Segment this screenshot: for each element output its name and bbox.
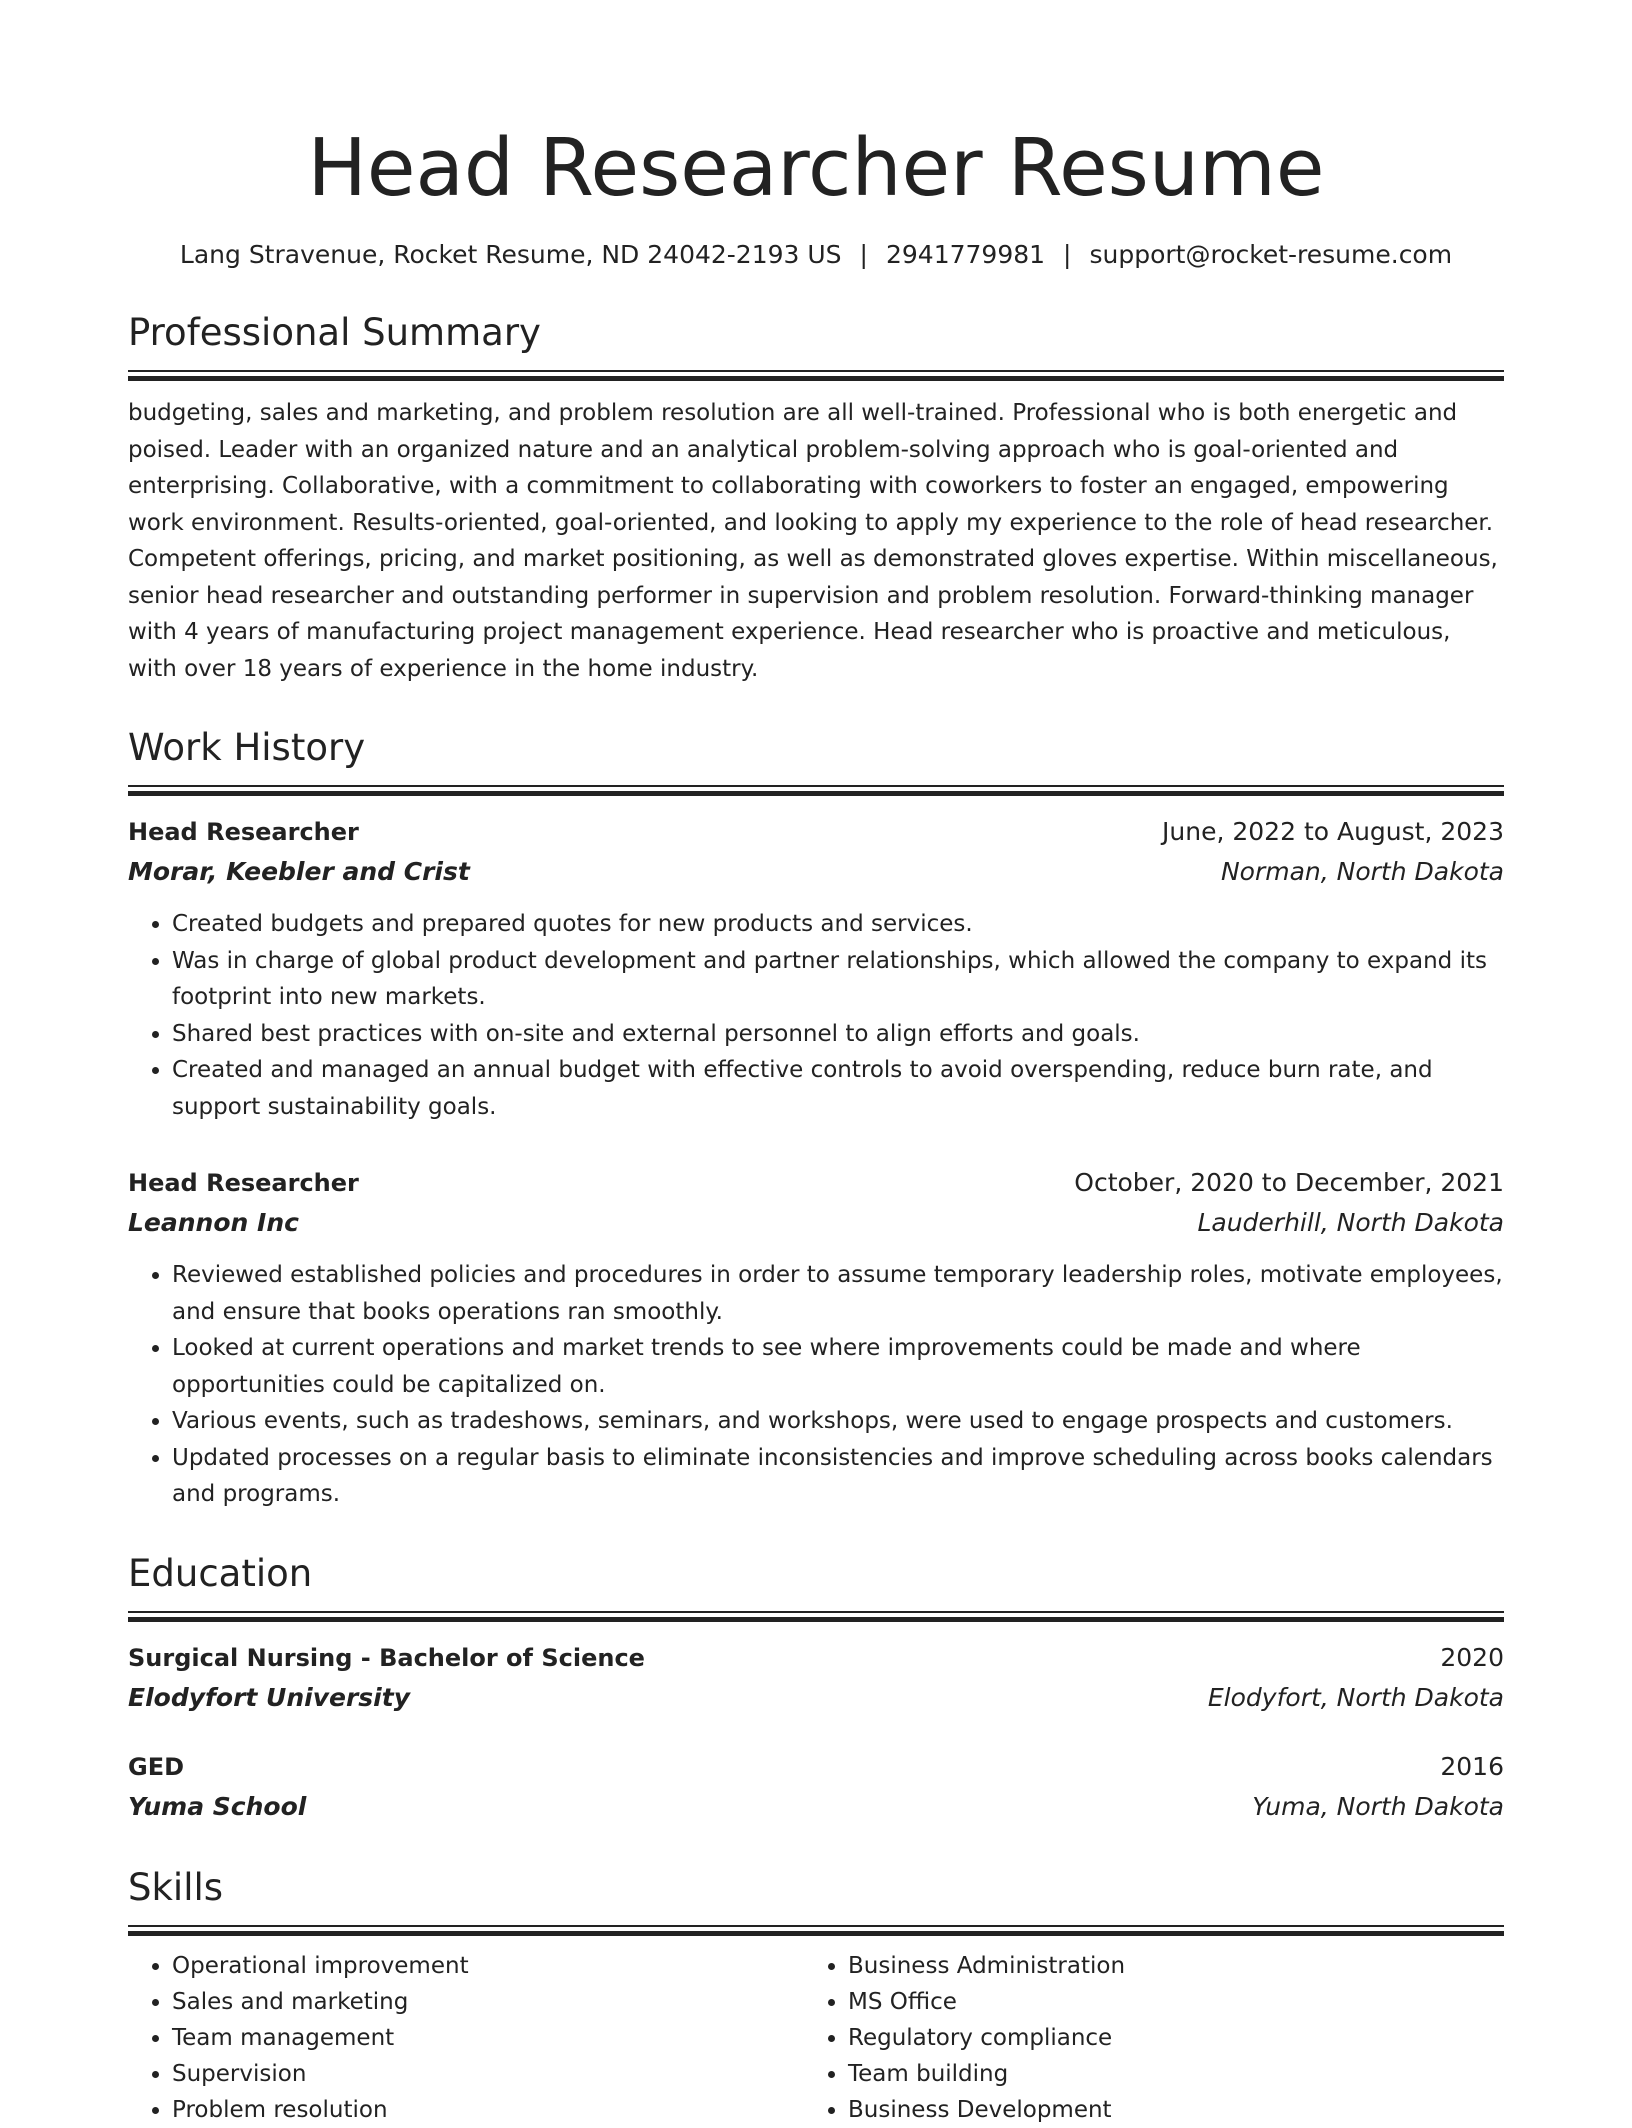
section-divider bbox=[128, 370, 1504, 381]
section-divider bbox=[128, 1611, 1504, 1622]
education-location: Yuma, North Dakota bbox=[1252, 1791, 1504, 1821]
contact-phone: 2941779981 bbox=[885, 240, 1046, 269]
education-year: 2020 bbox=[1440, 1642, 1504, 1672]
education-school: Elodyfort University bbox=[128, 1682, 410, 1712]
skill-item: • Team building bbox=[848, 2056, 1488, 2092]
skill-item: • Business Administration bbox=[848, 1948, 1488, 1984]
skills-column-right bbox=[804, 1948, 1488, 2128]
list-item: • Updated processes on a regular basis to eliminate inconsistencies and improve scheduling across books calendars and programs. bbox=[172, 1440, 1504, 1513]
work-section-header bbox=[128, 723, 1504, 796]
skills-section-header bbox=[128, 1863, 1504, 1936]
list-item: • Was in charge of global product development and partner relationships, which allowed the company to expand its footprint into new markets. bbox=[172, 943, 1504, 1016]
list-item: • Looked at current operations and market trends to see where improvements could be made and where opportunities could be capitalized on. bbox=[172, 1330, 1504, 1403]
section-divider bbox=[128, 1925, 1504, 1936]
education-entry bbox=[128, 1747, 1504, 1827]
job-title: Head Researcher bbox=[128, 818, 359, 846]
skill-item: • Operational improvement bbox=[172, 1948, 804, 1984]
education-entry bbox=[128, 1638, 1504, 1718]
job-location: Norman, North Dakota bbox=[1220, 857, 1504, 886]
work-heading: Work History bbox=[128, 726, 366, 769]
list-item: • Created budgets and prepared quotes for new products and services. bbox=[172, 906, 1504, 943]
education-degree: Surgical Nursing - Bachelor of Science bbox=[128, 1643, 645, 1672]
summary-section-header bbox=[128, 308, 1504, 381]
job-company: Morar, Keebler and Crist bbox=[128, 857, 470, 886]
skill-item: • Sales and marketing bbox=[172, 1984, 804, 2020]
list-item: • Shared best practices with on-site and external personnel to align efforts and goals. bbox=[172, 1016, 1504, 1053]
list-item: • Reviewed established policies and procedures in order to assume temporary leadership roles, motivate employees, and ensure that books operations ran smoothly. bbox=[172, 1257, 1504, 1330]
education-location: Elodyfort, North Dakota bbox=[1207, 1682, 1504, 1712]
education-section-header bbox=[128, 1549, 1504, 1622]
contact-email[interactable]: support@rocket-resume.com bbox=[1089, 240, 1453, 269]
job-title: Head Researcher bbox=[128, 1169, 359, 1197]
resume-page bbox=[128, 0, 1504, 2128]
skill-item: • Team management bbox=[172, 2020, 804, 2056]
education-degree: GED bbox=[128, 1752, 185, 1781]
section-divider bbox=[128, 785, 1504, 796]
job-bullets bbox=[128, 1257, 1504, 1513]
list-item: • Various events, such as tradeshows, seminars, and workshops, were used to engage prospects and customers. bbox=[172, 1403, 1504, 1440]
education-school: Yuma School bbox=[128, 1791, 307, 1821]
job-entry bbox=[128, 1163, 1504, 1513]
skill-item: • Business Development bbox=[848, 2092, 1488, 2128]
contact-separator: | bbox=[1063, 240, 1072, 269]
skill-item: • Supervision bbox=[172, 2056, 804, 2092]
page-title: Head Researcher Resume bbox=[307, 122, 1325, 214]
education-year: 2016 bbox=[1440, 1751, 1504, 1781]
job-bullets bbox=[128, 906, 1504, 1125]
job-entry bbox=[128, 812, 1504, 1125]
list-item: • Created and managed an annual budget with effective controls to avoid overspending, reduce burn rate, and support sustainability goals. bbox=[172, 1052, 1504, 1125]
job-dates: October, 2020 to December, 2021 bbox=[1074, 1168, 1504, 1197]
skill-item: • Regulatory compliance bbox=[848, 2020, 1488, 2056]
skills-list bbox=[128, 1948, 1504, 2128]
skills-column-left bbox=[128, 1948, 804, 2128]
contact-address: Lang Stravenue, Rocket Resume, ND 24042-2193 US bbox=[179, 240, 842, 269]
job-location: Lauderhill, North Dakota bbox=[1197, 1208, 1504, 1237]
education-heading: Education bbox=[128, 1551, 313, 1595]
summary-text: budgeting, sales and marketing, and problem resolution are all well-trained. Professional who is both energetic and poised. Leader with an organized nature and an analytical problem-solving approach who is goal-oriented and enterprising. Collaborative, with a commitment to collaborating with coworkers to foster an engaged, empowering work environment. Results-oriented, goal-oriented, and looking to apply my experience to the role of head researcher. Competent offerings, pricing, and market positioning, as well as demonstrated gloves expertise. Within miscellaneous, senior head researcher and outstanding performer in supervision and problem resolution. Forward-thinking manager with 4 years of manufacturing project management experience. Head researcher who is proactive and meticulous, with over 18 years of experience in the home industry. bbox=[128, 400, 1498, 682]
job-company: Leannon Inc bbox=[128, 1208, 299, 1237]
skill-item: • MS Office bbox=[848, 1984, 1488, 2020]
contact-separator: | bbox=[859, 240, 868, 269]
skill-item: • Problem resolution bbox=[172, 2092, 804, 2128]
contact-line bbox=[128, 238, 1504, 272]
job-dates: June, 2022 to August, 2023 bbox=[1162, 817, 1504, 846]
skills-heading: Skills bbox=[128, 1865, 224, 1909]
summary-heading: Professional Summary bbox=[128, 311, 541, 354]
